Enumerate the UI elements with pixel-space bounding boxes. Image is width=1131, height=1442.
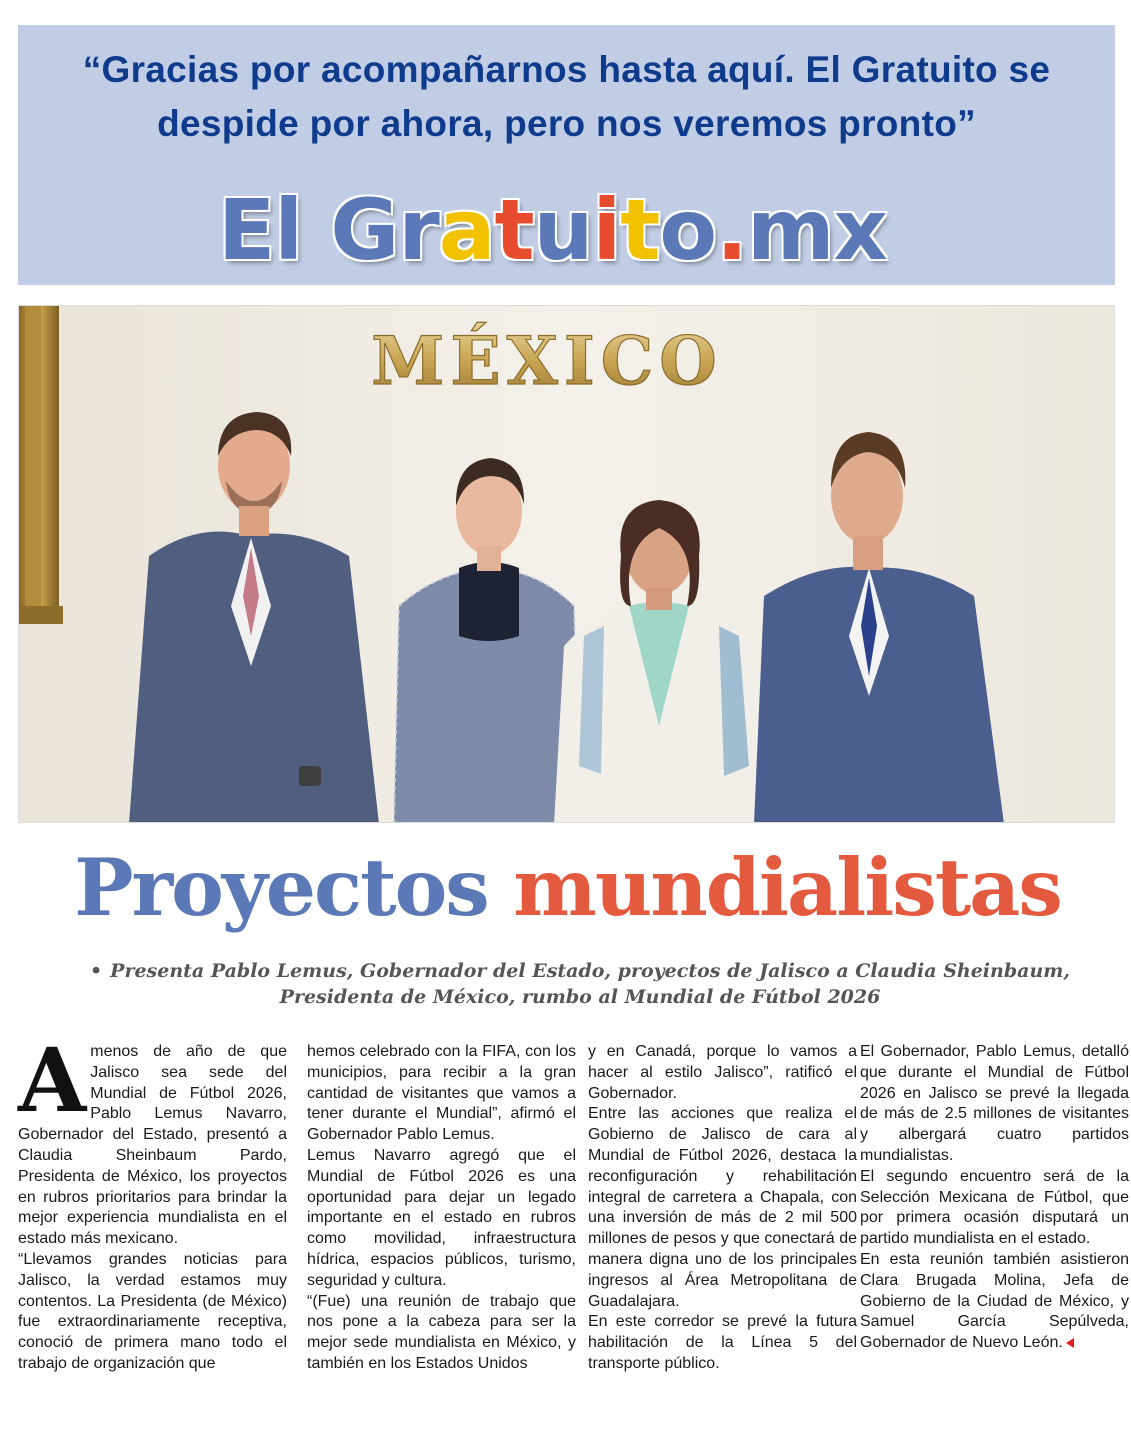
end-of-article-icon <box>1066 1338 1074 1348</box>
article-column-2 <box>307 1042 576 1375</box>
logo-part-a: a <box>438 181 495 279</box>
article-column-4 <box>860 1042 1129 1354</box>
logo-part-o: o <box>659 181 717 279</box>
farewell-quote-line-2: despide por ahora, pero nos veremos pronto” <box>157 103 976 144</box>
photo-illustration <box>19 306 1115 823</box>
logo-part-i: i <box>592 181 621 279</box>
logo-part-t2: t <box>620 181 660 279</box>
farewell-banner <box>18 25 1115 285</box>
article-column-1 <box>18 1028 287 1375</box>
farewell-quote <box>18 43 1115 151</box>
logo-part-m: m <box>747 181 834 279</box>
headline <box>20 838 1115 938</box>
article-paragraph: menos de año de que Jalisco sea sede del Mundial de Fútbol 2026, Pablo Lemus Navarro, Gobernador del Estado, presentó a Claudia Sheinbaum Pardo, Presidenta de México, los proyectos en rubros prioritarios para brindar la mejor experiencia mundialista en el estado más mexicano. <box>18 1043 287 1248</box>
headline-word-mundialistas: mundialistas <box>513 841 1061 934</box>
article-paragraph: “(Fue) una reunión de trabajo que nos pone a la cabeza para ser la mejor sede mundialista en México, y también en los Estados Unidos <box>307 1292 576 1372</box>
logo-part-gr: Gr <box>330 181 439 279</box>
subheadline-bullet: • <box>90 960 103 982</box>
article-paragraph: Entre las acciones que realiza el Gobierno de Jalisco de cara al Mundial de Fútbol 2026, destaca la reconfiguración y rehabilitación integral de carretera a Chapala, con una inversión de más de 2 mil 500 millones de pesos y que conectará de manera digna uno de los principales ingresos al Área Metropolitana de Guadalajara. <box>588 1105 857 1310</box>
article-paragraph: hemos celebrado con la FIFA, con los municipios, para recibir a la gran cantidad de visitantes que vamos a tener durante el Mundial”, afirmó el Gobernador Pablo Lemus. <box>307 1043 576 1144</box>
logo-part-t: t <box>494 181 534 279</box>
logo-part-el: El <box>218 181 331 279</box>
headline-word-proyectos: Proyectos <box>74 841 488 934</box>
mexico-wall-sign: MÉXICO <box>371 322 723 400</box>
el-gratuito-logo <box>218 181 887 279</box>
article-paragraph: En este corredor se prevé la futura habilitación de la Línea 5 del transporte público. <box>588 1313 857 1372</box>
drop-cap: A <box>18 1028 87 1132</box>
logo-part-x: x <box>833 181 887 279</box>
article-paragraph: El segundo encuentro será de la Selección Mexicana de Fútbol, que por primera ocasión disputará un partido mundialista en el estado. <box>860 1167 1129 1248</box>
painting-frame <box>19 306 63 624</box>
article-paragraph: y en Canadá, porque lo vamos a hacer al estilo Jalisco”, ratificó el Gobernador. <box>588 1043 857 1102</box>
logo-part-u: u <box>533 181 593 279</box>
subheadline <box>80 958 1080 1010</box>
logo-part-dot: . <box>716 181 748 279</box>
farewell-quote-line-1: “Gracias por acompañarnos hasta aquí. El Gratuito se <box>82 49 1051 90</box>
article-paragraph: Lemus Navarro agregó que el Mundial de Fútbol 2026 es una oportunidad para dejar un legado importante en el estado en rubros como movilidad, infraestructura hídrica, espacios públicos, turismo, seguridad y cultura. <box>307 1146 576 1289</box>
article-paragraph: “Llevamos grandes noticias para Jalisco, la verdad estamos muy contentos. La Presidenta (de México) fue extraordinariamente receptiva, conoció de primera mano todo el trabajo de organización que <box>18 1250 287 1372</box>
news-photo <box>18 305 1115 823</box>
article-paragraph: El Gobernador, Pablo Lemus, detalló que durante el Mundial de Fútbol 2026 en Jalisco se prevé la llegada de más de 2.5 millones de visitantes y albergará cuatro partidos mundialistas. <box>860 1043 1129 1164</box>
article-final-paragraph <box>860 1250 1129 1354</box>
article-column-3 <box>588 1042 857 1375</box>
subheadline-text: Presenta Pablo Lemus, Gobernador del Estado, proyectos de Jalisco a Claudia Sheinbaum, Presidenta de México, rumbo al Mundial de Fútbol 2026 <box>110 960 1070 1008</box>
article-paragraph: En esta reunión también asistieron Clara Brugada Molina, Jefa de Gobierno de la Ciudad de México, y Samuel García Sepúlveda, Gobernador de Nuevo León. <box>860 1250 1129 1352</box>
